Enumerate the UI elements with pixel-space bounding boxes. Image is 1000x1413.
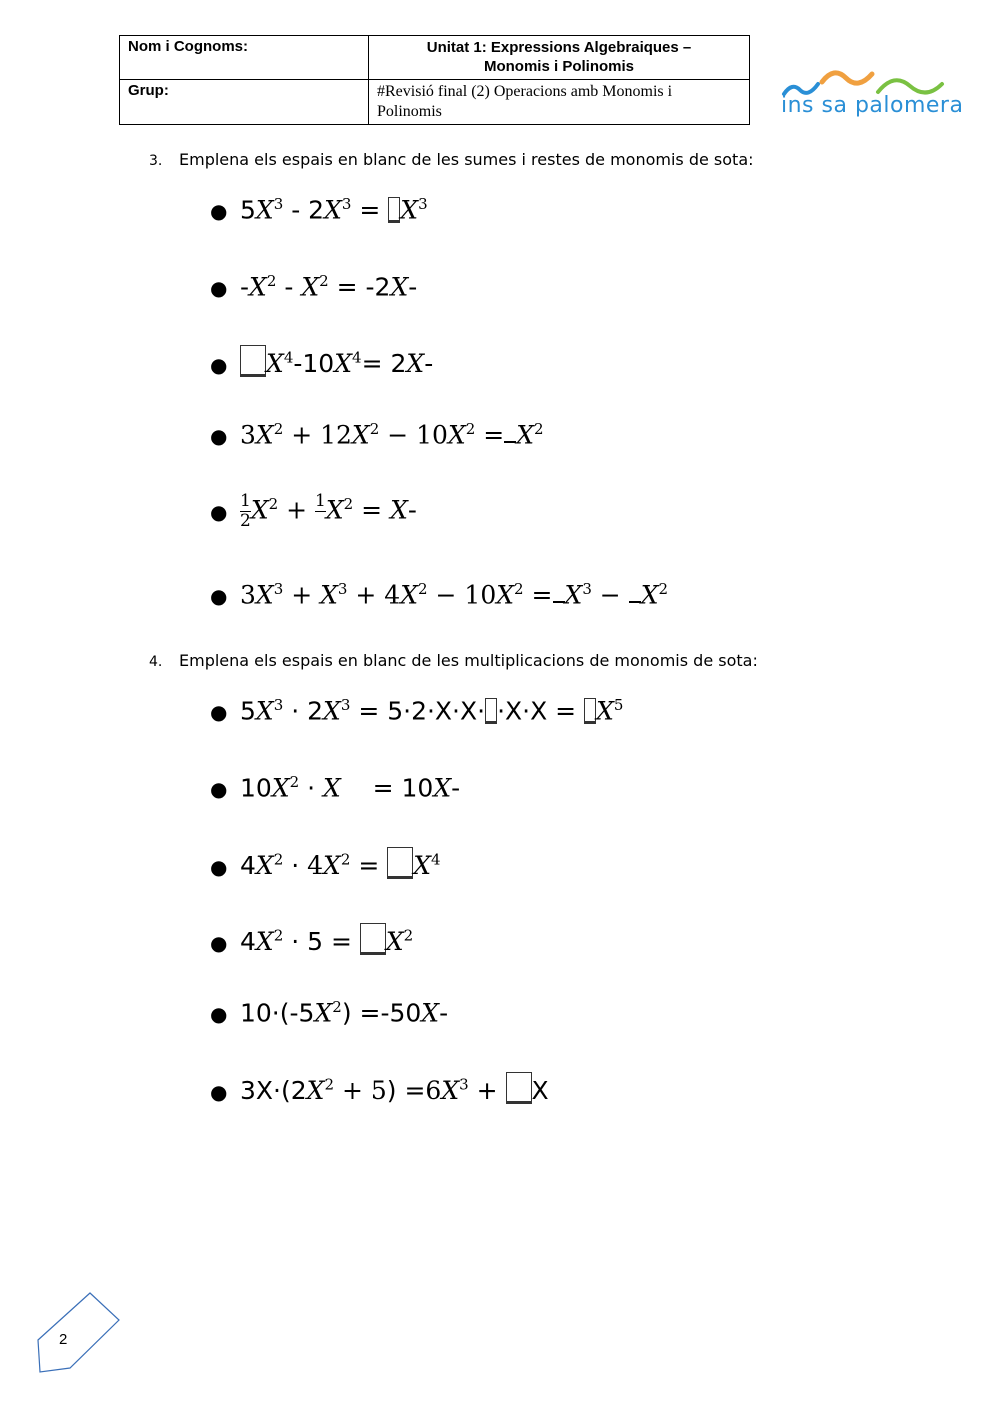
question-4: [149, 651, 758, 670]
unit-title: [369, 36, 750, 80]
exercise-4d: ● $4X^2 \cdot 5 = X^2$: [210, 923, 413, 956]
page-badge-shape: [38, 1293, 119, 1372]
question-3-number: 3.: [149, 153, 163, 169]
exercise-3a: ● $5X^3 - 2X^3 = X^3$: [210, 195, 428, 225]
answer-box[interactable]: [360, 923, 386, 955]
page-badge: [36, 1290, 122, 1376]
answer-box[interactable]: [485, 698, 497, 724]
exercise-3c: ● $X^4-10X^4= 2X-$: [210, 345, 433, 378]
question-4-number: 4.: [149, 654, 163, 670]
answer-blank[interactable]: [629, 587, 641, 603]
answer-box[interactable]: [240, 345, 266, 377]
exercise-4c: ● $4X^2 \cdot 4X^2 = X^4$: [210, 847, 441, 880]
answer-box[interactable]: [584, 698, 596, 724]
exercise-4b: ● $10X^2 \cdot X$ = 10X-: [210, 773, 461, 803]
exercise-3d: ● $3X^2 + 12X^2 - 10X^2 = X^2$: [210, 420, 544, 450]
answer-box[interactable]: [506, 1072, 532, 1104]
answer-blank[interactable]: [504, 427, 516, 443]
unit-title-line2: Monomis i Polinomis: [483, 58, 634, 75]
name-label: Nom i Cognoms:: [120, 36, 369, 80]
exercise-4e: ● $10\cdot(-5X^2) =-50X-$: [210, 998, 449, 1028]
logo-text: ins sa palomera: [781, 93, 964, 118]
answer-blank[interactable]: [553, 587, 565, 603]
exercise-4f: ● $3X\cdot(2X^2 + 5) =6X^3 + X$: [210, 1072, 549, 1105]
question-3: [149, 150, 754, 169]
page-number: 2: [59, 1331, 68, 1348]
revision-title-line1: #Revisió final (2) Operacions amb Monomis i: [377, 83, 673, 100]
unit-title-line1: Unitat 1: Expressions Algebraiques –: [426, 39, 692, 56]
answer-box[interactable]: [388, 197, 400, 223]
exercise-4a: ● $5X^3 \cdot 2X^3 = 5\cdot 2\cdot X\cdot X\cdot \cdot X\cdot X = X^5$: [210, 696, 624, 726]
exercise-3b: ● $-X^2 - X^2 = -2X-$: [210, 272, 418, 302]
question-4-text: Emplena els espais en blanc de les multiplicacions de monomis de sota:: [179, 651, 758, 670]
exercise-3f: ● $3X^3 + X^3 + 4X^2 - 10X^2 = X^3 - X^2$: [210, 580, 669, 610]
revision-title-line2: Polinomis: [377, 103, 442, 120]
revision-title: [369, 80, 750, 125]
answer-box[interactable]: [387, 847, 413, 879]
group-label: Grup:: [120, 80, 369, 125]
exercise-3e: ● $\frac{1}{2}$ $X^2$ + 1 $X^2 = X-$: [210, 491, 417, 531]
wave-green: [878, 80, 942, 92]
header-table: [119, 35, 750, 125]
question-3-text: Emplena els espais en blanc de les sumes i restes de monomis de sota:: [179, 150, 754, 169]
wave-orange: [822, 73, 872, 83]
